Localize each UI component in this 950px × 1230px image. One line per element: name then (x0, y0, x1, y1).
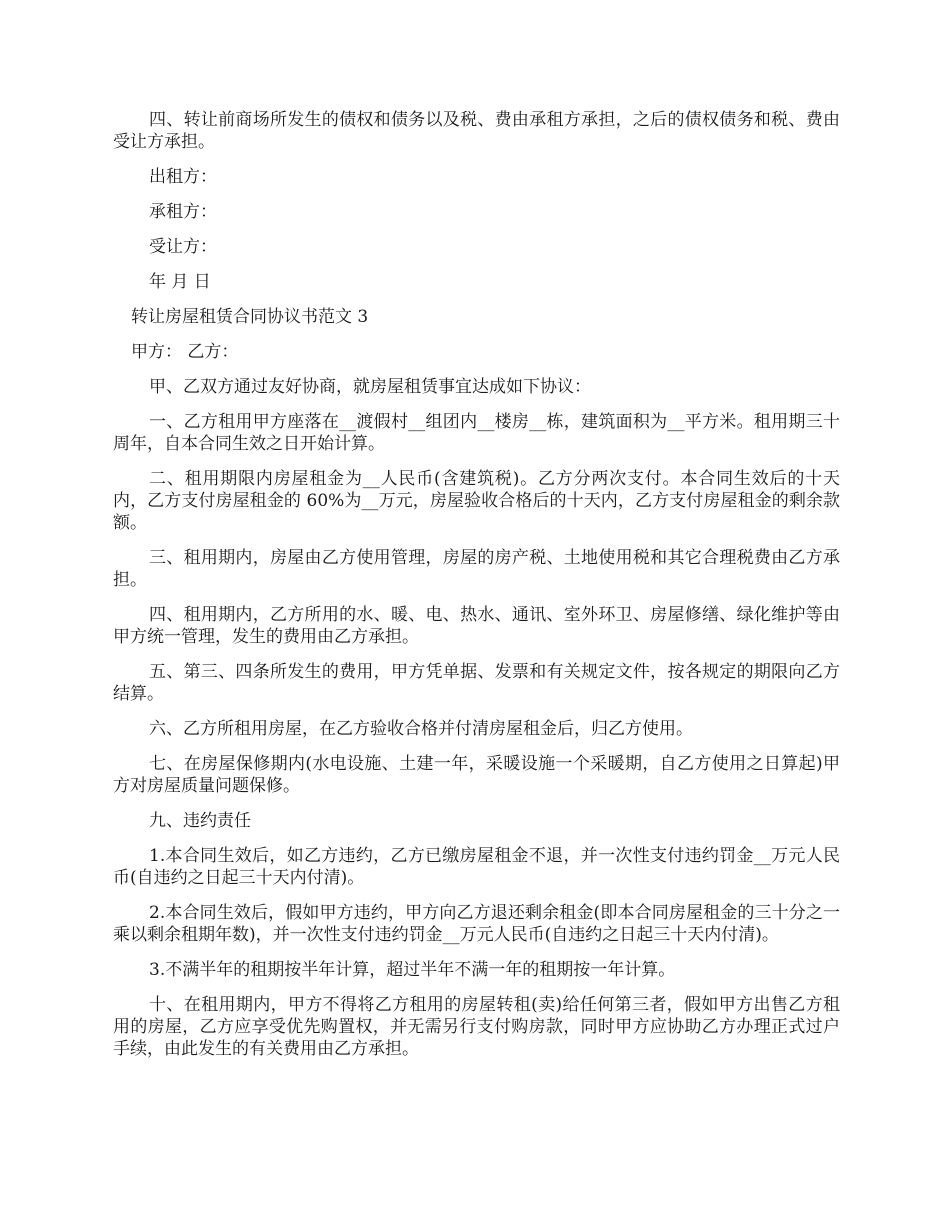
clause-heading: 九、违约责任 (149, 811, 251, 831)
clause-paragraph: 六、乙方所租用房屋，在乙方验收合格并付清房屋租金后，归乙方使用。 (149, 719, 693, 739)
clause-paragraph: 四、租用期内，乙方所用的水、暖、电、热水、通讯、室外环卫、房屋修缮、绿化维护等由甲方统一管理，发生的费用由乙方承担。 (113, 605, 840, 647)
clause-paragraph: 四、转让前商场所发生的债权和债务以及税、费由承租方承担，之后的债权债务和税、费由受让方承担。 (113, 110, 840, 152)
clause-paragraph: 一、乙方租用甲方座落在__渡假村__组团内__楼房__栋，建筑面积为__平方米。租用期三十周年，自本合同生效之日开始计算。 (113, 412, 840, 454)
lessor-signature-line: 出租方： (149, 167, 217, 187)
sub-clause-paragraph: 3.不满半年的租期按半年计算，超过半年不满一年的租期按一年计算。 (149, 960, 676, 980)
date-line: 年 月 日 (149, 272, 211, 292)
section-title: 转让房屋租赁合同协议书范文 3 (131, 307, 369, 327)
clause-paragraph: 七、在房屋保修期内(水电设施、土建一年，采暖设施一个采暖期，自乙方使用之日算起)甲方对房屋质量问题保修。 (113, 754, 840, 796)
parties-line: 甲方： 乙方： (131, 342, 239, 362)
clause-paragraph: 十、在租用期内，甲方不得将乙方租用的房屋转租(卖)给任何第三者，假如甲方出售乙方租用的房屋，乙方应享受优先购置权，并无需另行支付购房款，同时甲方应协助乙方办理正式过户手续，由此发生的有关费用由乙方承担。 (113, 995, 840, 1059)
lessee-signature-line: 承租方： (149, 202, 217, 222)
clause-paragraph: 三、租用期内，房屋由乙方使用管理，房屋的房产税、土地使用税和其它合理税费由乙方承担。 (113, 548, 840, 590)
clause-paragraph: 二、租用期限内房屋租金为__人民币(含建筑税)。乙方分两次支付。本合同生效后的十天内，乙方支付房屋租金的 60%为__万元，房屋验收合格后的十天内，乙方支付房屋租金的剩余款额。 (113, 469, 840, 533)
sub-clause-paragraph: 2.本合同生效后，假如甲方违约，甲方向乙方退还剩余租金(即本合同房屋租金的三十分之一乘以剩余租期年数)，并一次性支付违约罚金__万元人民币(自违约之日起三十天内付清)。 (113, 903, 840, 945)
clause-paragraph: 五、第三、四条所发生的费用，甲方凭单据、发票和有关规定文件，按各规定的期限向乙方结算。 (113, 662, 840, 704)
document-body (113, 109, 840, 1073)
intro-paragraph: 甲、乙双方通过友好协商，就房屋租赁事宜达成如下协议： (149, 377, 591, 397)
sub-clause-paragraph: 1.本合同生效后，如乙方违约，乙方已缴房屋租金不退，并一次性支付违约罚金__万元人民币(自违约之日起三十天内付清)。 (113, 846, 840, 888)
transferee-signature-line: 受让方： (149, 237, 217, 257)
